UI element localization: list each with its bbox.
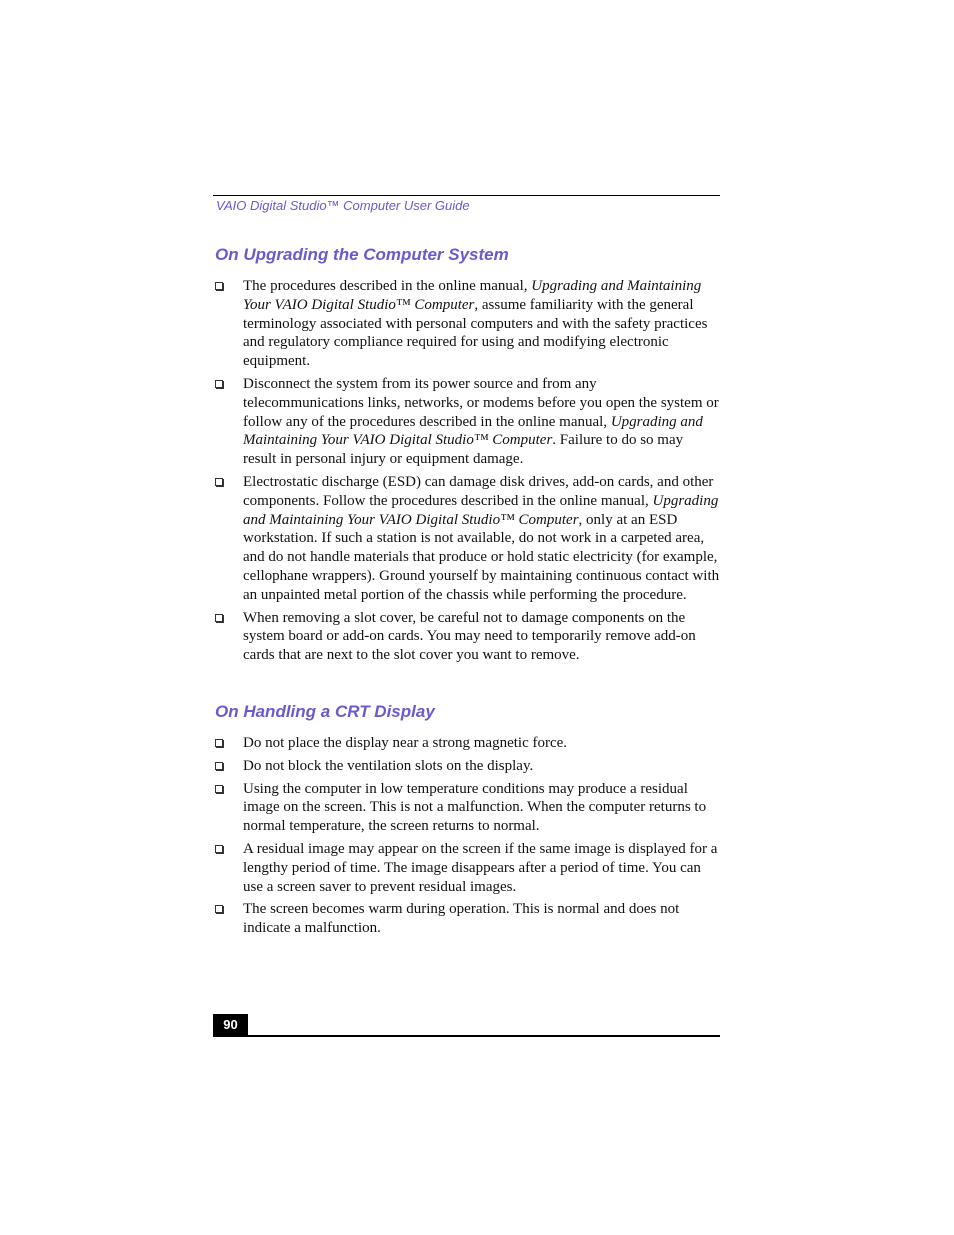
square-bullet-icon: [215, 762, 223, 770]
list-item: Do not place the display near a strong magnetic force.: [215, 734, 720, 753]
square-bullet-icon: [215, 380, 223, 388]
square-bullet-icon: [215, 282, 223, 290]
footer-rule: [213, 1035, 720, 1037]
crt-list: [215, 734, 720, 942]
list-item: The procedures described in the online manual, Upgrading and Maintaining Your VAIO Digital Studio™ Computer, assume familiarity with the general terminology associated with personal computers and with the safety practices and regulatory compliance required for using and modifying electronic equipment.: [215, 277, 720, 371]
list-item: A residual image may appear on the screen if the same image is displayed for a lengthy period of time. The image disappears after a period of time. You can use a screen saver to prevent residual images.: [215, 840, 720, 896]
list-item: Disconnect the system from its power source and from any telecommunications links, networks, or modems before you open the system or follow any of the procedures described in the online manual, Upgrading and Maintaining Your VAIO Digital Studio™ Computer. Failure to do so may result in personal injury or equipment damage.: [215, 375, 720, 469]
header-rule: [213, 195, 720, 196]
square-bullet-icon: [215, 614, 223, 622]
list-item: Electrostatic discharge (ESD) can damage disk drives, add-on cards, and other components. Follow the procedures described in the online manual, Upgrading and Maintaining Your VAIO Digital Studio™ Computer, only at an ESD workstation. If such a station is not available, do not work in a carpeted area, and do not handle materials that produce or hold static electricity (for example, cellophane wrappers). Ground yourself by maintaining continuous contact with an unpainted metal portion of the chassis while performing the procedure.: [215, 473, 720, 605]
upgrading-list: [215, 277, 720, 669]
running-header: VAIO Digital Studio™ Computer User Guide: [216, 198, 470, 213]
square-bullet-icon: [215, 905, 223, 913]
square-bullet-icon: [215, 478, 223, 486]
list-item: When removing a slot cover, be careful not to damage components on the system board or add-on cards. You may need to temporarily remove add-on cards that are next to the slot cover you want to remove.: [215, 609, 720, 665]
page-number: 90: [213, 1014, 248, 1035]
list-item: The screen becomes warm during operation. This is normal and does not indicate a malfunction.: [215, 900, 720, 938]
list-item: Using the computer in low temperature conditions may produce a residual image on the screen. This is not a malfunction. When the computer returns to normal temperature, the screen returns to normal.: [215, 780, 720, 836]
square-bullet-icon: [215, 739, 223, 747]
section-title-upgrading: On Upgrading the Computer System: [215, 245, 509, 264]
square-bullet-icon: [215, 785, 223, 793]
section-title-crt: On Handling a CRT Display: [215, 702, 435, 721]
list-item: Do not block the ventilation slots on the display.: [215, 757, 720, 776]
square-bullet-icon: [215, 845, 223, 853]
